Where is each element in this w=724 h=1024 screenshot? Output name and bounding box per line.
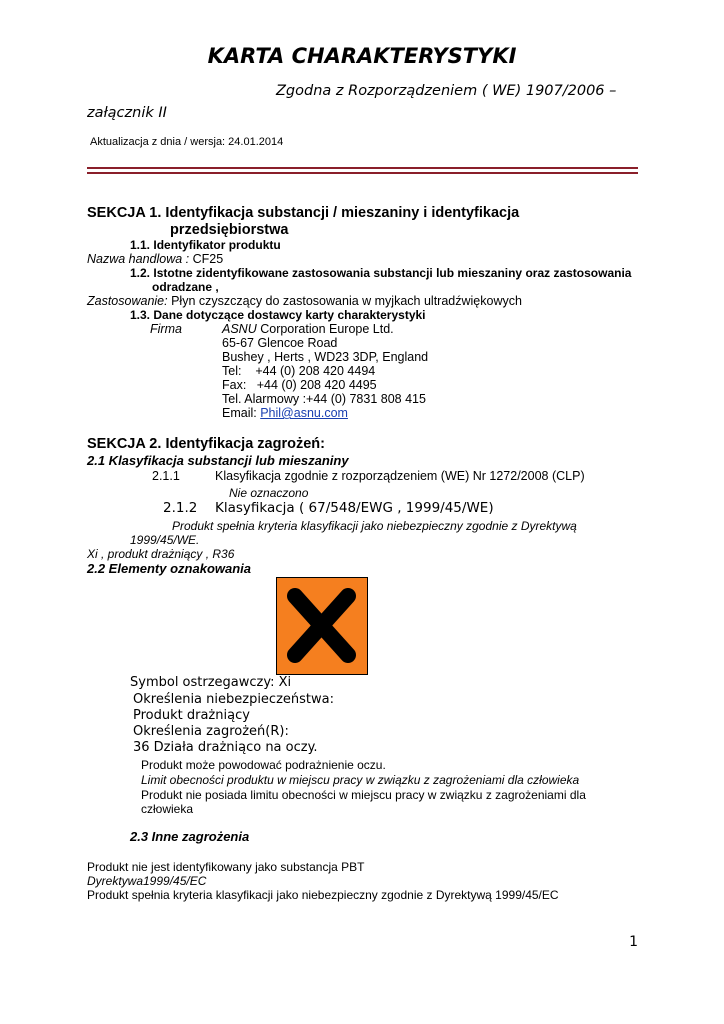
risk-value: 36 Działa drażniąco na oczy. <box>133 740 318 755</box>
eye-irritation-note: Produkt może powodować podrażnienie oczu. <box>141 758 386 772</box>
page-title: KARTA CHARAKTERYSTYKI <box>207 44 517 68</box>
address-line-2: Bushey , Herts , WD23 3DP, England <box>222 350 429 364</box>
email-label: Email: <box>222 406 257 420</box>
hazard-value: Produkt drażniący <box>133 708 250 723</box>
subsection-2-3: 2.3 Inne zagrożenia <box>130 829 250 844</box>
regulation-subtitle: Zgodna z Rozporządzeniem ( WE) 1907/2006 – <box>276 83 617 99</box>
phone: Tel: +44 (0) 208 420 4494 <box>222 364 376 378</box>
workplace-limit-text: Produkt nie posiada limitu obecności w miejscu pracy w związku z zagrożeniami dla <box>141 788 586 802</box>
section1-heading-cont: przedsiębiorstwa <box>170 222 289 238</box>
subsection-number: 1.3. <box>130 308 151 322</box>
section2-heading-prefix: SEKCJA 2. <box>87 436 162 452</box>
subsection-2-1-2-number: 2.1.2 <box>163 500 198 516</box>
section2-heading <box>87 436 325 452</box>
subsection-1-1 <box>130 238 281 252</box>
fax: Fax: +44 (0) 208 420 4495 <box>222 378 377 392</box>
risk-label: Określenia zagrożeń(R): <box>133 724 289 739</box>
trade-name-label: Nazwa handlowa : <box>87 252 190 266</box>
subsection-1-2-cont: odradzane , <box>152 280 219 294</box>
address-line-1: 65-67 Glencoe Road <box>222 336 338 350</box>
classification-criteria-cont: 1999/45/WE. <box>130 533 200 547</box>
firm-name-brand: ASNU <box>222 322 257 336</box>
email-link[interactable]: Phil@asnu.com <box>260 406 348 420</box>
subsection-number: 1.2. <box>130 266 151 280</box>
subsection-2-1: 2.1 Klasyfikacja substancji lub mieszaniny <box>87 453 349 468</box>
subsection-1-2 <box>130 266 631 280</box>
xi-classification: Xi , produkt drażniący , R36 <box>87 547 235 561</box>
firm-name <box>222 322 394 336</box>
subsection-2-1-1-text: Klasyfikacja zgodnie z rozporządzeniem (WE) Nr 1272/2008 (CLP) <box>215 469 585 483</box>
workplace-limit-text-cont: człowieka <box>141 802 194 816</box>
subsection-label: Identyfikator produktu <box>153 238 281 252</box>
directive-reference: Dyrektywa1999/45/EC <box>87 874 207 888</box>
emergency-phone: Tel. Alarmowy :+44 (0) 7831 808 415 <box>222 392 426 406</box>
pbt-statement: Produkt nie jest identyfikowany jako substancja PBT <box>87 860 365 874</box>
regulation-annex: załącznik II <box>87 105 167 121</box>
subsection-2-2: 2.2 Elementy oznakowania <box>87 561 252 576</box>
page-number: 1 <box>629 934 638 950</box>
firm-name-rest: Corporation Europe Ltd. <box>260 322 394 336</box>
classification-criteria: Produkt spełnia kryteria klasyfikacji jako niebezpieczny zgodnie z Dyrektywą <box>172 519 577 533</box>
workplace-limit-heading: Limit obecności produktu w miejscu pracy w związku z zagrożeniami dla człowieka <box>141 773 580 787</box>
hazard-pictogram <box>276 577 368 675</box>
subsection-number: 1.1. <box>130 238 151 252</box>
subsection-1-3 <box>130 308 426 322</box>
subsection-2-1-1-number: 2.1.1 <box>152 469 180 483</box>
use-label: Zastosowanie: <box>87 294 168 308</box>
header-divider-bottom <box>87 172 638 174</box>
trade-name-value: CF25 <box>192 252 224 266</box>
x-symbol <box>295 596 348 655</box>
update-date: Aktualizacja z dnia / wersja: 24.01.2014 <box>90 136 284 148</box>
section1-heading: SEKCJA 1. Identyfikacja substancji / mieszaniny i identyfikacja <box>87 205 520 221</box>
final-criteria-statement: Produkt spełnia kryteria klasyfikacji jako niebezpieczny zgodnie z Dyrektywą 1999/45/EC <box>87 888 559 902</box>
hazard-label: Określenia niebezpieczeństwa: <box>133 692 334 707</box>
section2-heading-text: Identyfikacja zagrożeń: <box>165 436 325 452</box>
subsection-label: Dane dotyczące dostawcy karty charakterystyki <box>153 308 426 322</box>
use-row <box>87 294 522 308</box>
trade-name-row <box>87 252 223 266</box>
subsection-2-1-2-text: Klasyfikacja ( 67/548/EWG , 1999/45/WE) <box>215 500 494 516</box>
warning-symbol: Symbol ostrzegawczy: Xi <box>130 675 292 690</box>
harmful-irritant-x-icon <box>277 578 366 673</box>
firm-label: Firma <box>150 322 182 336</box>
use-value: Płyn czyszczący do zastosowania w myjkach ultradźwiękowych <box>171 294 522 308</box>
subsection-label: Istotne zidentyfikowane zastosowania substancji lub mieszaniny oraz zastosowania <box>153 266 632 280</box>
email-row <box>222 406 348 420</box>
header-divider-top <box>87 167 638 169</box>
not-marked: Nie oznaczono <box>229 486 309 500</box>
